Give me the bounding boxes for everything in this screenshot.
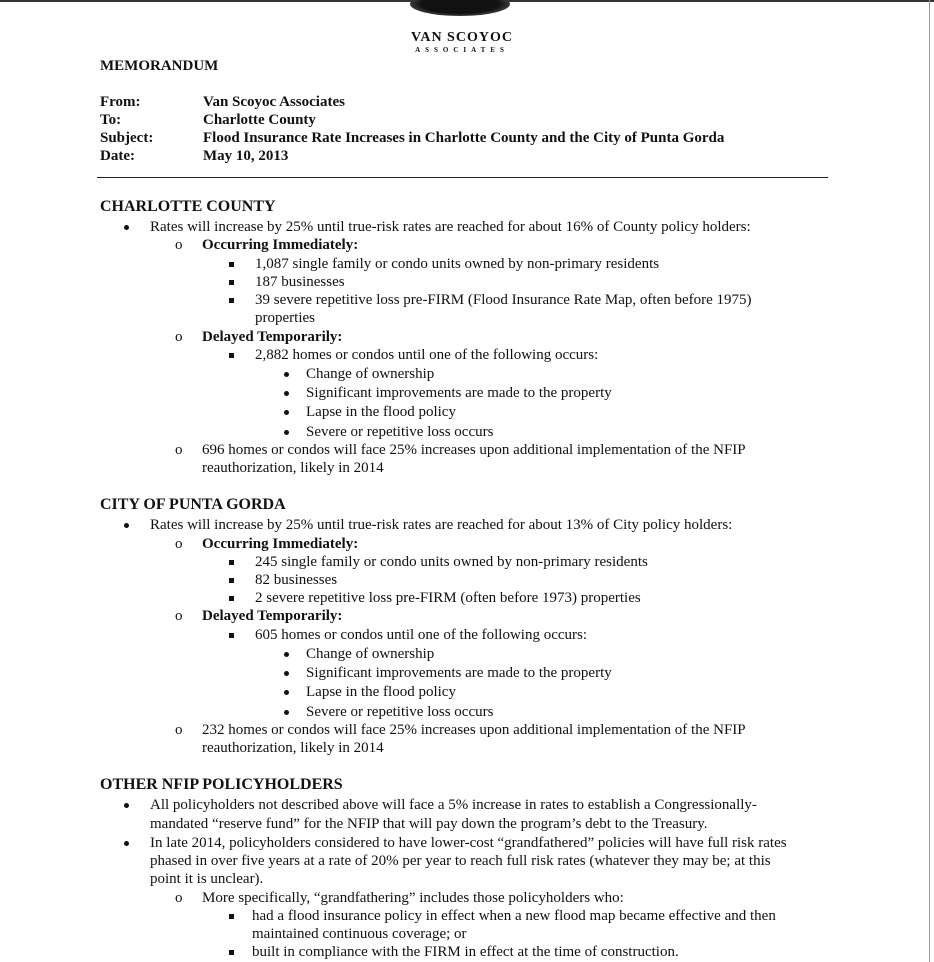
list-item-cont: reauthorization, likely in 2014: [202, 740, 384, 756]
list-item-cont: reauthorization, likely in 2014: [202, 460, 384, 476]
circle-bullet-icon: o: [175, 442, 183, 458]
square-bullet-icon: [229, 950, 234, 955]
square-bullet-icon: [229, 280, 234, 285]
list-item: 245 single family or condo units owned by non-primary residents: [255, 554, 648, 570]
list-item: Delayed Temporarily:: [202, 608, 343, 624]
list-item: 39 severe repetitive loss pre-FIRM (Flood Insurance Rate Map, often before 1975): [255, 292, 752, 308]
subject-label: Subject:: [100, 130, 154, 146]
circle-bullet-icon: o: [175, 329, 183, 345]
square-bullet-icon: [229, 596, 234, 601]
circle-bullet-icon: o: [175, 536, 183, 552]
bullet-icon: [124, 841, 129, 846]
circle-bullet-icon: o: [175, 237, 183, 253]
bullet-icon: [284, 710, 289, 715]
date-value: May 10, 2013: [203, 148, 289, 164]
list-item: Occurring Immediately:: [202, 536, 359, 552]
list-item: Lapse in the flood policy: [306, 684, 456, 700]
list-item: 1,087 single family or condo units owned by non-primary residents: [255, 256, 660, 272]
list-item: 2 severe repetitive loss pre-FIRM (often before 1973) properties: [255, 590, 641, 606]
logo-subtitle: ASSOCIATES: [415, 46, 509, 54]
list-item-cont: phased in over five years at a rate of 20% per year to reach full risk rates (whatever they may be; at this: [150, 853, 771, 869]
bullet-icon: [284, 671, 289, 676]
list-item: All policyholders not described above will face a 5% increase in rates to establish a Congressionally-: [150, 797, 757, 813]
bullet-icon: [284, 652, 289, 657]
square-bullet-icon: [229, 353, 234, 358]
section-heading: OTHER NFIP POLICYHOLDERS: [100, 776, 343, 793]
divider: [97, 177, 828, 178]
bullet-icon: [284, 430, 289, 435]
circle-bullet-icon: o: [175, 722, 183, 738]
list-item: had a flood insurance policy in effect when a new flood map became effective and then: [252, 908, 776, 924]
list-item: Lapse in the flood policy: [306, 404, 456, 420]
list-item: 187 businesses: [255, 274, 345, 290]
bullet-icon: [124, 225, 129, 230]
list-item: In late 2014, policyholders considered to have lower-cost “grandfathered” policies will have full risk rates: [150, 835, 787, 851]
list-item: Significant improvements are made to the property: [306, 665, 612, 681]
list-item: Rates will increase by 25% until true-risk rates are reached for about 13% of City policy holders:: [150, 517, 733, 533]
square-bullet-icon: [229, 914, 234, 919]
logo-mark: [410, 0, 510, 16]
square-bullet-icon: [229, 262, 234, 267]
to-label: To:: [100, 112, 122, 128]
list-item: Change of ownership: [306, 646, 435, 662]
subject-value: Flood Insurance Rate Increases in Charlotte County and the City of Punta Gorda: [203, 130, 725, 146]
bullet-icon: [124, 803, 129, 808]
list-item: Significant improvements are made to the property: [306, 385, 612, 401]
square-bullet-icon: [229, 633, 234, 638]
bullet-icon: [124, 523, 129, 528]
bullet-icon: [284, 690, 289, 695]
circle-bullet-icon: o: [175, 608, 183, 624]
list-item: built in compliance with the FIRM in effect at the time of construction.: [252, 944, 679, 960]
list-item: 2,882 homes or condos until one of the following occurs:: [255, 347, 599, 363]
bullet-icon: [284, 372, 289, 377]
list-item: Delayed Temporarily:: [202, 329, 343, 345]
list-item: Rates will increase by 25% until true-risk rates are reached for about 16% of County policy holders:: [150, 219, 751, 235]
circle-bullet-icon: o: [175, 890, 183, 906]
bullet-icon: [284, 410, 289, 415]
square-bullet-icon: [229, 298, 234, 303]
page-edge: [929, 0, 930, 962]
memo-title: MEMORANDUM: [100, 58, 219, 74]
list-item-cont: properties: [255, 310, 315, 326]
list-item: 696 homes or condos will face 25% increases upon additional implementation of the NFIP: [202, 442, 746, 458]
section-heading: CITY OF PUNTA GORDA: [100, 496, 286, 513]
list-item: 605 homes or condos until one of the following occurs:: [255, 627, 588, 643]
from-label: From:: [100, 94, 141, 110]
list-item-cont: maintained continuous coverage; or: [252, 926, 467, 942]
bullet-icon: [284, 391, 289, 396]
list-item: 82 businesses: [255, 572, 338, 588]
date-label: Date:: [100, 148, 135, 164]
list-item: Severe or repetitive loss occurs: [306, 704, 494, 720]
list-item: Occurring Immediately:: [202, 237, 359, 253]
list-item: More specifically, “grandfathering” includes those policyholders who:: [202, 890, 624, 906]
list-item-cont: point it is unclear).: [150, 871, 264, 887]
list-item: 232 homes or condos will face 25% increases upon additional implementation of the NFIP: [202, 722, 746, 738]
list-item: Severe or repetitive loss occurs: [306, 424, 494, 440]
from-value: Van Scoyoc Associates: [203, 94, 345, 110]
list-item-cont: mandated “reserve fund” for the NFIP that will pay down the program’s debt to the Treasury.: [150, 816, 708, 832]
square-bullet-icon: [229, 578, 234, 583]
square-bullet-icon: [229, 560, 234, 565]
to-value: Charlotte County: [203, 112, 316, 128]
list-item: Change of ownership: [306, 366, 435, 382]
section-heading: CHARLOTTE COUNTY: [100, 198, 276, 215]
logo-name: VAN SCOYOC: [411, 30, 513, 45]
